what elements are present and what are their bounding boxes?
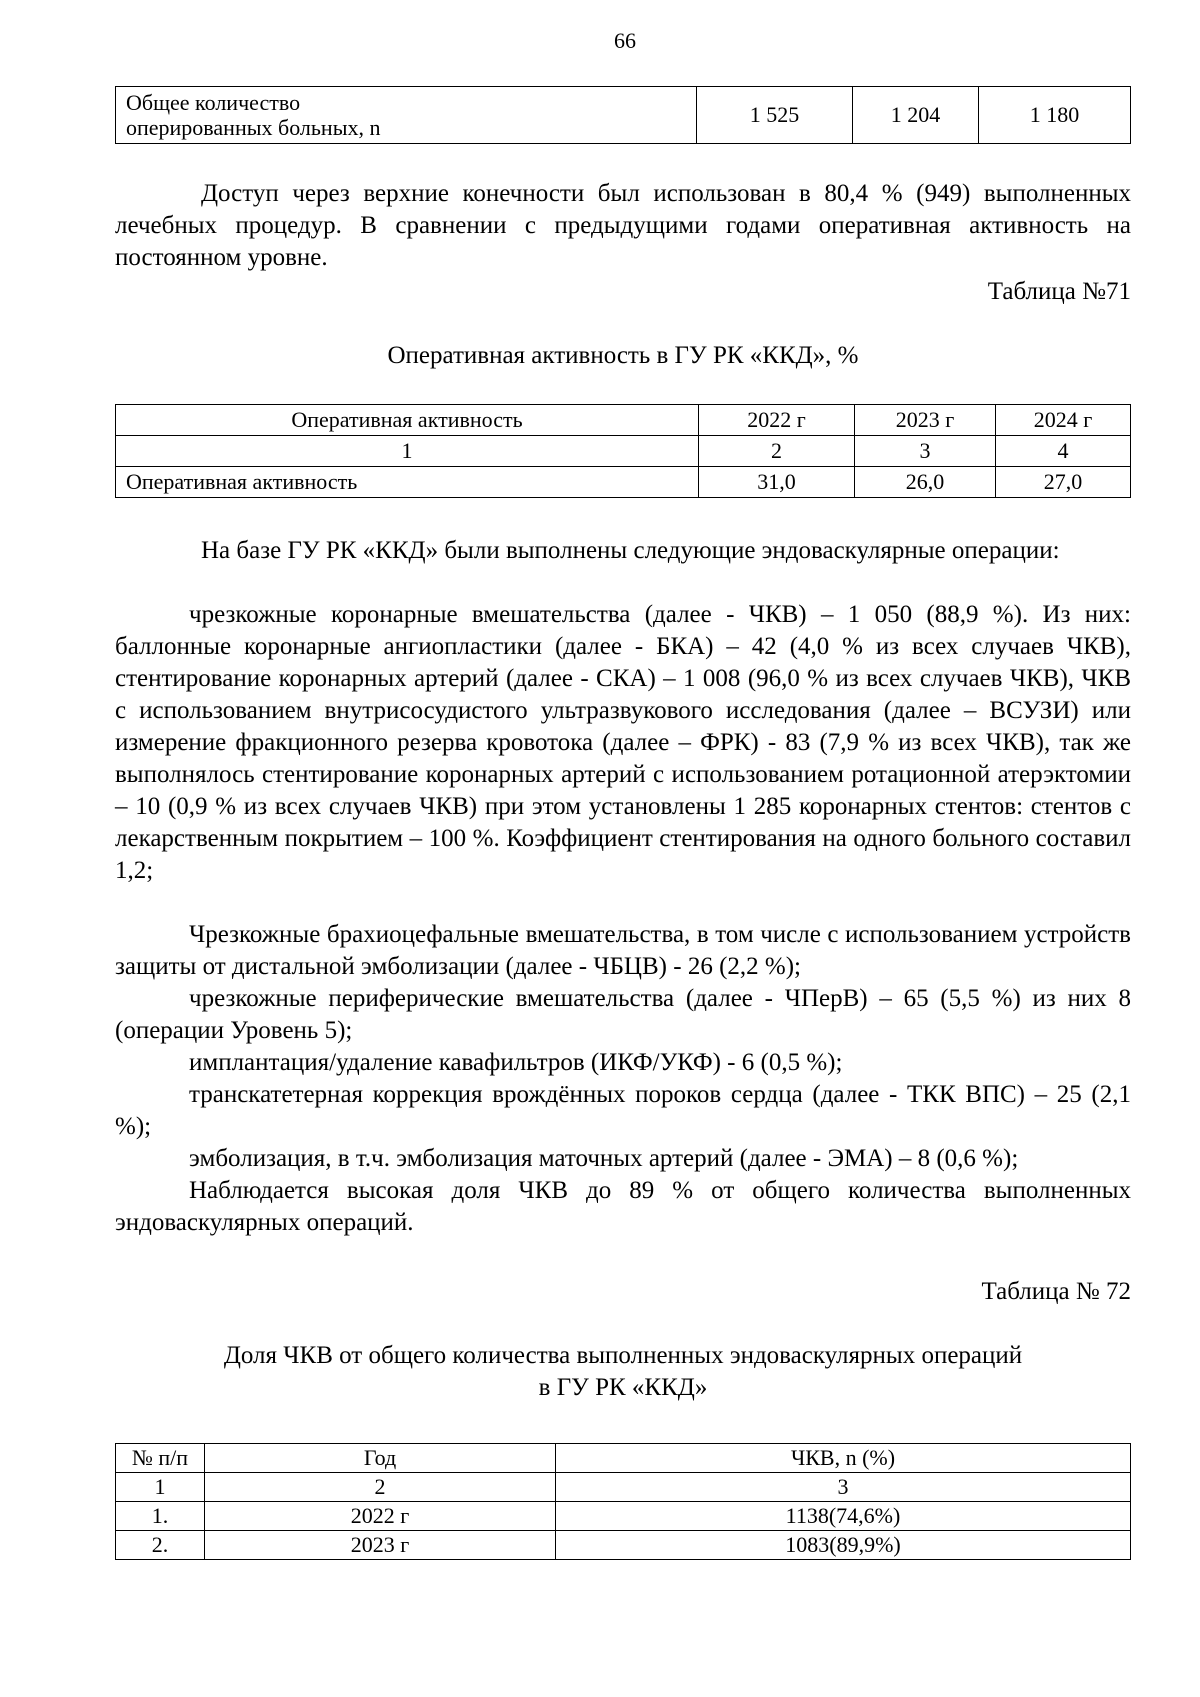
table71-number: Таблица №71 bbox=[987, 278, 1131, 305]
table-numbering-row bbox=[116, 436, 1131, 467]
table-cell-label bbox=[116, 87, 697, 144]
paragraph-intro: На базе ГУ РК «ККД» были выполнены следующие эндоваскулярные операции: bbox=[201, 537, 1060, 564]
table72-title-line-2: в ГУ РК «ККД» bbox=[538, 1374, 708, 1401]
table-cell: 2023 г bbox=[205, 1531, 556, 1560]
table-cell: 1083(89,9%) bbox=[556, 1531, 1131, 1560]
table-cell-value: 1 204 bbox=[853, 87, 979, 144]
table-cell: 2. bbox=[116, 1531, 205, 1560]
table-row bbox=[116, 467, 1131, 498]
label-line-2: оперированных больных, n bbox=[126, 115, 381, 140]
table72-title-line-1: Доля ЧКВ от общего количества выполненных эндоваскулярных операций bbox=[223, 1342, 1023, 1369]
table-row bbox=[116, 1502, 1131, 1531]
continued-table bbox=[115, 86, 1131, 144]
table-row bbox=[116, 87, 1131, 144]
page-number: 66 bbox=[614, 28, 636, 53]
paragraph-access: Доступ через верхние конечности был использован в 80,4 % (949) выполненных лечебных процедур. В сравнении с предыдущими годами оперативная активность на постоянном уровне. bbox=[115, 180, 1131, 271]
table-cell: 3 bbox=[855, 436, 996, 467]
table-cell: 1 bbox=[116, 436, 699, 467]
table-header-cell: 2022 г bbox=[699, 405, 855, 436]
table-header-cell: № п/п bbox=[116, 1444, 205, 1473]
table-numbering-row bbox=[116, 1473, 1131, 1502]
table-header-cell: 2023 г bbox=[855, 405, 996, 436]
table-cell: 27,0 bbox=[996, 467, 1131, 498]
table71-title: Оперативная активность в ГУ РК «ККД», % bbox=[387, 342, 859, 369]
table-header-cell: Оперативная активность bbox=[116, 405, 699, 436]
table-header-row bbox=[116, 1444, 1131, 1473]
table-cell: 2 bbox=[205, 1473, 556, 1502]
table-cell: 2022 г bbox=[205, 1502, 556, 1531]
paragraph-ema: эмболизация, в т.ч. эмболизация маточных артерий (далее - ЭМА) – 8 (0,6 %); bbox=[189, 1145, 1019, 1172]
table-cell: 26,0 bbox=[855, 467, 996, 498]
label-line-1: Общее количество bbox=[126, 90, 301, 115]
table-cell: 1 bbox=[116, 1473, 205, 1502]
table71 bbox=[115, 404, 1131, 498]
table-cell: 4 bbox=[996, 436, 1131, 467]
table-header-cell: ЧКВ, n (%) bbox=[556, 1444, 1131, 1473]
paragraph-pci: чрезкожные коронарные вмешательства (далее - ЧКВ) – 1 050 (88,9 %). Из них: баллонные коронарные ангиопластики (далее - БКА) – 42 (4,0 % из всех случаев ЧКВ), стентирование коронарных артерий (далее - СКА) – 1 008 (96,0 % из всех случаев ЧКВ), ЧКВ с использованием внутрисосудистого ультразвукового исследования (далее – ВСУЗИ) или измерение фракционного резерва кровотока (далее – ФРК) - 83 (7,9 % из всех ЧКВ), так же выполнялось стентирование коронарных артерий с использованием ротационной атерэктомии – 10 (0,9 % из всех случаев ЧКВ) при этом установлены 1 285 коронарных стентов: стентов с лекарственным покрытием – 100 %. Коэффициент стентирования на одного больного составил 1,2; bbox=[115, 601, 1131, 884]
table72-number: Таблица № 72 bbox=[981, 1278, 1131, 1305]
paragraph-tkk: транскатетерная коррекция врождённых пороков сердца (далее - ТКК ВПС) – 25 (2,1 %); bbox=[115, 1081, 1131, 1140]
table72 bbox=[115, 1443, 1131, 1560]
table-header-cell: 2024 г bbox=[996, 405, 1131, 436]
table-cell: 2 bbox=[699, 436, 855, 467]
paragraph-brachio: Чрезкожные брахиоцефальные вмешательства, в том числе с использованием устройств защиты от дистальной эмболизации (далее - ЧБЦВ) - 26 (2,2 %); bbox=[115, 921, 1131, 980]
table-cell: 3 bbox=[556, 1473, 1131, 1502]
table-cell-value: 1 525 bbox=[697, 87, 853, 144]
table-header-cell: Год bbox=[205, 1444, 556, 1473]
paragraph-peripheral: чрезкожные периферические вмешательства (далее - ЧПерВ) – 65 (5,5 %) из них 8 (операции Уровень 5); bbox=[115, 985, 1131, 1044]
paragraph-cava: имплантация/удаление кавафильтров (ИКФ/УКФ) - 6 (0,5 %); bbox=[189, 1049, 843, 1076]
table-cell-label: Оперативная активность bbox=[116, 467, 699, 498]
table-cell: 1138(74,6%) bbox=[556, 1502, 1131, 1531]
table-header-row bbox=[116, 405, 1131, 436]
table-cell: 31,0 bbox=[699, 467, 855, 498]
table-cell: 1. bbox=[116, 1502, 205, 1531]
table-row bbox=[116, 1531, 1131, 1560]
paragraph-conclusion: Наблюдается высокая доля ЧКВ до 89 % от общего количества выполненных эндоваскулярных операций. bbox=[115, 1177, 1131, 1236]
table-cell-value: 1 180 bbox=[979, 87, 1131, 144]
